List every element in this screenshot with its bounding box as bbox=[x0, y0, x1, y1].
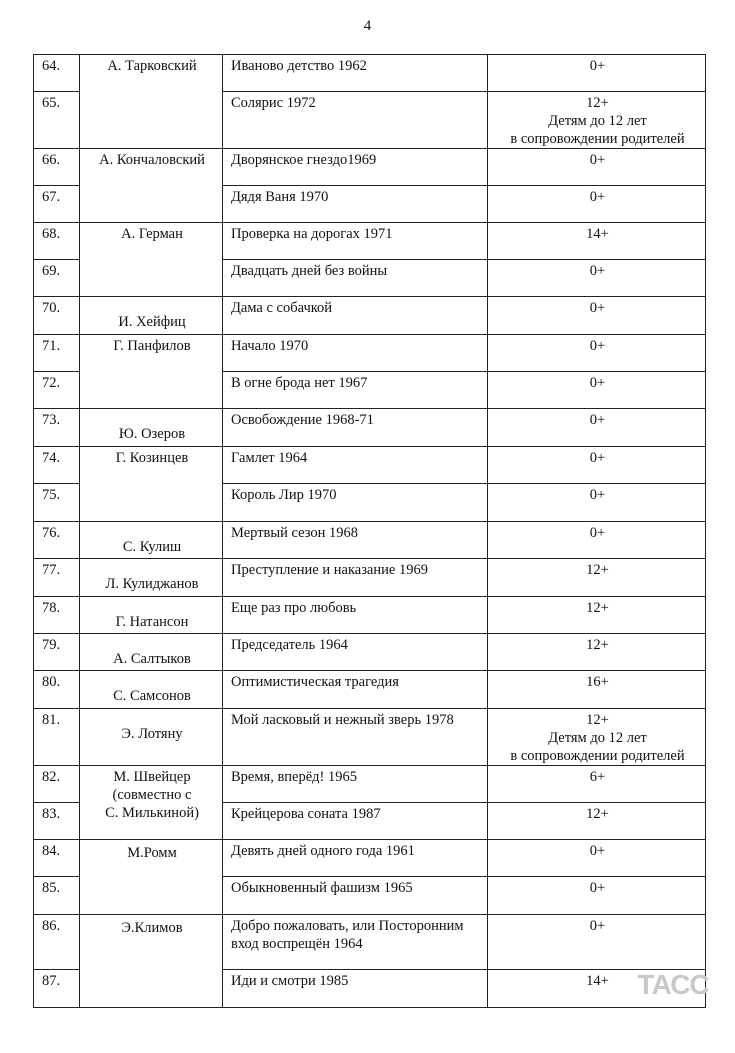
row-number: 74. bbox=[34, 447, 80, 484]
film-title: Мертвый сезон 1968 bbox=[223, 522, 488, 559]
age-rating-cell bbox=[488, 484, 706, 522]
director-name: С. Кулиш bbox=[122, 539, 182, 555]
age-rating: 0+ bbox=[589, 525, 606, 541]
film-title: Мой ласковый и нежный зверь 1978 bbox=[223, 709, 488, 766]
director-cell bbox=[80, 447, 223, 522]
director-cell bbox=[80, 223, 223, 297]
film-title: В огне брода нет 1967 bbox=[223, 372, 488, 409]
director-name: А. Герман bbox=[121, 226, 183, 242]
row-number: 73. bbox=[34, 409, 80, 447]
age-rating: 12+ bbox=[586, 806, 609, 822]
director-cell bbox=[80, 149, 223, 223]
film-title: Гамлет 1964 bbox=[223, 447, 488, 484]
age-rating-cell bbox=[488, 186, 706, 223]
film-title: Дядя Ваня 1970 bbox=[223, 186, 488, 223]
director-cell bbox=[80, 766, 223, 840]
films-table bbox=[33, 54, 706, 1008]
film-title: Дама с собачкой bbox=[223, 297, 488, 335]
row-number: 65. bbox=[34, 92, 80, 149]
director-name: С. Милькиной) bbox=[105, 805, 199, 821]
director-cell bbox=[80, 409, 223, 447]
film-title: Председатель 1964 bbox=[223, 634, 488, 671]
age-rating-cell bbox=[488, 260, 706, 297]
row-number: 64. bbox=[34, 55, 80, 92]
row-number: 78. bbox=[34, 597, 80, 634]
row-number: 71. bbox=[34, 335, 80, 372]
table-row bbox=[34, 522, 706, 559]
rating-note: Детям до 12 лет bbox=[548, 730, 647, 746]
film-title: Добро пожаловать, или Посторонним вход воспрещён 1964 bbox=[223, 915, 488, 970]
age-rating: 0+ bbox=[589, 450, 606, 466]
age-rating-cell bbox=[488, 597, 706, 634]
age-rating: 14+ bbox=[586, 973, 609, 989]
table-row bbox=[34, 149, 706, 186]
row-number: 87. bbox=[34, 970, 80, 1008]
row-number: 85. bbox=[34, 877, 80, 915]
film-title: Время, вперёд! 1965 bbox=[223, 766, 488, 803]
row-number: 69. bbox=[34, 260, 80, 297]
age-rating-cell bbox=[488, 372, 706, 409]
age-rating-cell bbox=[488, 671, 706, 709]
row-number: 82. bbox=[34, 766, 80, 803]
age-rating: 12+ bbox=[586, 95, 609, 111]
row-number: 76. bbox=[34, 522, 80, 559]
table-row bbox=[34, 766, 706, 803]
director-name: Г. Панфилов bbox=[113, 338, 191, 354]
director-cell bbox=[80, 559, 223, 597]
row-number: 77. bbox=[34, 559, 80, 597]
table-row bbox=[34, 223, 706, 260]
age-rating-cell bbox=[488, 409, 706, 447]
director-name: А. Салтыков bbox=[113, 651, 191, 667]
page-number: 4 bbox=[363, 18, 372, 34]
row-number: 79. bbox=[34, 634, 80, 671]
table-row bbox=[34, 297, 706, 335]
director-name: Э. Лотяну bbox=[121, 726, 183, 742]
rating-note: Детям до 12 лет bbox=[548, 113, 647, 129]
director-cell bbox=[80, 840, 223, 915]
film-title: Оптимистическая трагедия bbox=[223, 671, 488, 709]
director-cell bbox=[80, 522, 223, 559]
film-title: Король Лир 1970 bbox=[223, 484, 488, 522]
film-title: Дворянское гнездо1969 bbox=[223, 149, 488, 186]
table-row bbox=[34, 335, 706, 372]
director-cell bbox=[80, 671, 223, 709]
film-title: Освобождение 1968-71 bbox=[223, 409, 488, 447]
age-rating: 12+ bbox=[586, 600, 609, 616]
director-cell bbox=[80, 634, 223, 671]
row-number: 72. bbox=[34, 372, 80, 409]
table-row bbox=[34, 409, 706, 447]
age-rating: 0+ bbox=[589, 338, 606, 354]
director-name: М. Швейцер bbox=[113, 769, 191, 785]
age-rating: 0+ bbox=[589, 487, 606, 503]
director-name: Г. Натансон bbox=[115, 614, 189, 630]
row-number: 81. bbox=[34, 709, 80, 766]
director-cell bbox=[80, 915, 223, 1008]
svg-text:ТАСС: ТАСС bbox=[637, 969, 709, 1000]
film-title: Иди и смотри 1985 bbox=[223, 970, 488, 1008]
director-cell bbox=[80, 55, 223, 149]
film-title: Проверка на дорогах 1971 bbox=[223, 223, 488, 260]
age-rating-cell bbox=[488, 447, 706, 484]
row-number: 80. bbox=[34, 671, 80, 709]
film-title: Начало 1970 bbox=[223, 335, 488, 372]
table-row bbox=[34, 597, 706, 634]
table-row bbox=[34, 447, 706, 484]
age-rating-cell bbox=[488, 522, 706, 559]
director-cell bbox=[80, 597, 223, 634]
director-cell bbox=[80, 709, 223, 766]
age-rating: 14+ bbox=[586, 226, 609, 242]
age-rating-cell bbox=[488, 915, 706, 970]
age-rating: 0+ bbox=[589, 152, 606, 168]
age-rating-cell bbox=[488, 634, 706, 671]
table-row bbox=[34, 55, 706, 92]
age-rating-cell bbox=[488, 803, 706, 840]
row-number: 66. bbox=[34, 149, 80, 186]
age-rating: 0+ bbox=[589, 412, 606, 428]
age-rating: 12+ bbox=[586, 562, 609, 578]
table-row bbox=[34, 634, 706, 671]
director-name: (совместно с bbox=[112, 787, 192, 803]
row-number: 84. bbox=[34, 840, 80, 877]
row-number: 70. bbox=[34, 297, 80, 335]
row-number: 68. bbox=[34, 223, 80, 260]
table-row bbox=[34, 709, 706, 766]
age-rating: 16+ bbox=[586, 674, 609, 690]
director-name: С. Самсонов bbox=[113, 688, 191, 704]
rating-note: в сопровождении родителей bbox=[510, 131, 685, 147]
age-rating-cell bbox=[488, 840, 706, 877]
age-rating: 0+ bbox=[589, 300, 606, 316]
row-number: 83. bbox=[34, 803, 80, 840]
age-rating: 12+ bbox=[586, 637, 609, 653]
film-title: Девять дней одного года 1961 bbox=[223, 840, 488, 877]
age-rating: 0+ bbox=[589, 918, 606, 934]
row-number: 67. bbox=[34, 186, 80, 223]
director-name: Э.Климов bbox=[121, 920, 183, 936]
age-rating-cell bbox=[488, 709, 706, 766]
table-row bbox=[34, 671, 706, 709]
director-name: А. Кончаловский bbox=[99, 152, 205, 168]
age-rating: 6+ bbox=[589, 769, 606, 785]
age-rating: 0+ bbox=[589, 263, 606, 279]
age-rating-cell bbox=[488, 297, 706, 335]
age-rating: 12+ bbox=[586, 712, 609, 728]
age-rating-cell bbox=[488, 55, 706, 92]
age-rating-cell bbox=[488, 223, 706, 260]
age-rating: 0+ bbox=[589, 58, 606, 74]
age-rating: 0+ bbox=[589, 189, 606, 205]
tass-watermark-logo bbox=[633, 968, 713, 1000]
film-title: Солярис 1972 bbox=[223, 92, 488, 149]
row-number: 75. bbox=[34, 484, 80, 522]
age-rating-cell bbox=[488, 877, 706, 915]
table-row bbox=[34, 915, 706, 970]
age-rating-cell bbox=[488, 149, 706, 186]
table-row bbox=[34, 840, 706, 877]
age-rating-cell bbox=[488, 92, 706, 149]
director-name: Г. Козинцев bbox=[115, 450, 189, 466]
age-rating-cell bbox=[488, 335, 706, 372]
director-name: А. Тарковский bbox=[107, 58, 197, 74]
film-title: Иваново детство 1962 bbox=[223, 55, 488, 92]
director-name: И. Хейфиц bbox=[118, 314, 186, 330]
film-title: Двадцать дней без войны bbox=[223, 260, 488, 297]
film-title: Крейцерова соната 1987 bbox=[223, 803, 488, 840]
age-rating: 0+ bbox=[589, 843, 606, 859]
row-number: 86. bbox=[34, 915, 80, 970]
director-cell bbox=[80, 335, 223, 409]
age-rating-cell bbox=[488, 766, 706, 803]
age-rating-cell bbox=[488, 559, 706, 597]
director-name: Ю. Озеров bbox=[118, 426, 186, 442]
film-title: Преступление и наказание 1969 bbox=[223, 559, 488, 597]
film-title: Обыкновенный фашизм 1965 bbox=[223, 877, 488, 915]
director-cell bbox=[80, 297, 223, 335]
film-title: Еще раз про любовь bbox=[223, 597, 488, 634]
age-rating: 0+ bbox=[589, 375, 606, 391]
director-name: Л. Кулиджанов bbox=[105, 576, 199, 592]
age-rating: 0+ bbox=[589, 880, 606, 896]
rating-note: в сопровождении родителей bbox=[510, 748, 685, 764]
director-name: М.Ромм bbox=[127, 845, 177, 861]
table-row bbox=[34, 559, 706, 597]
